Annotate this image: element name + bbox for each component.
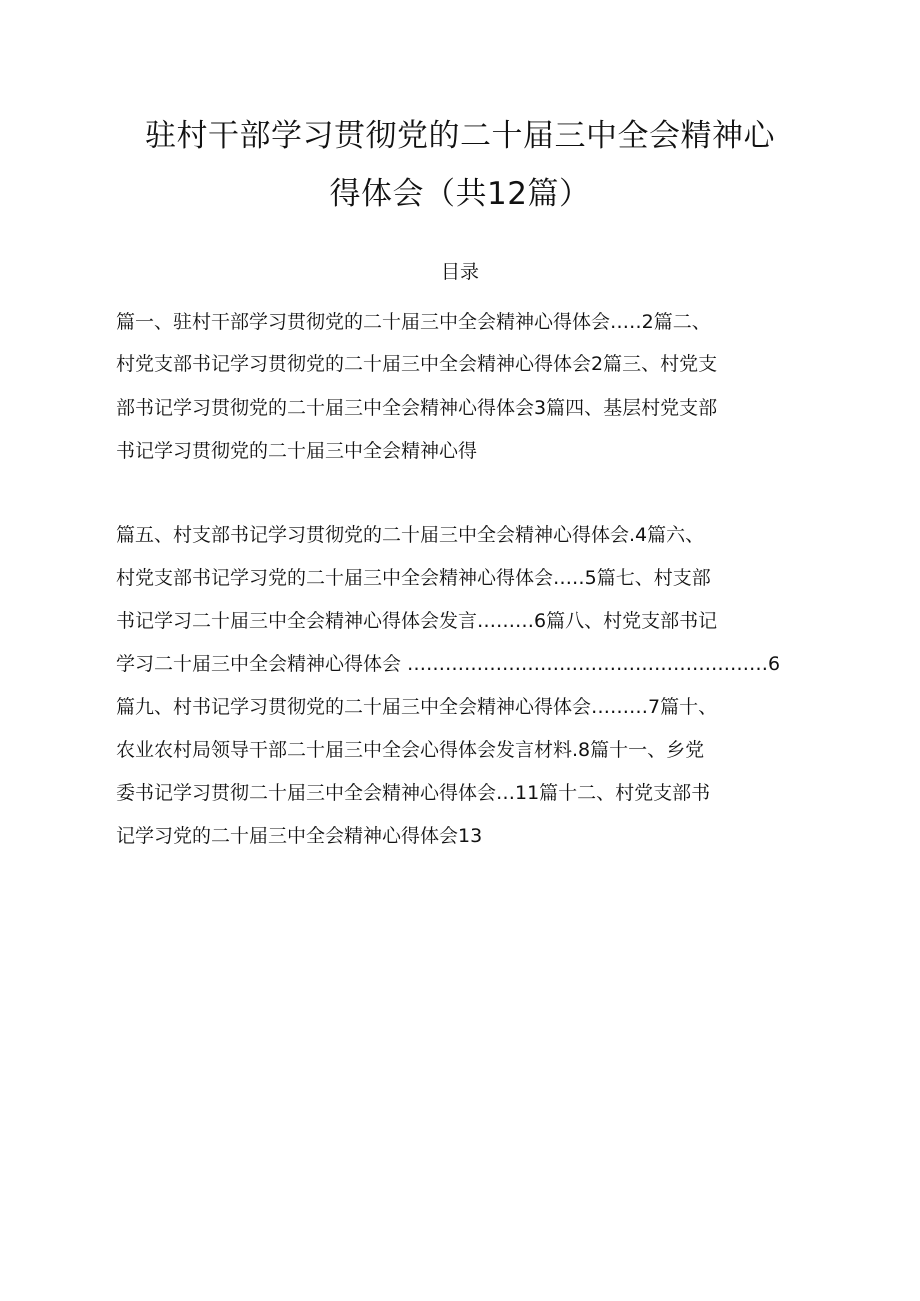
toc-line: 书记学习二十届三中全会精神心得体会发言………6篇八、村党支部书记 xyxy=(116,610,718,632)
toc-line: 村党支部书记学习贯彻党的二十届三中全会精神心得体会2篇三、村党支 xyxy=(116,353,718,375)
toc-heading: 目录 xyxy=(440,261,479,283)
document-title-line-2: 得体会（共12篇） xyxy=(329,176,591,212)
toc-line: 篇五、村支部书记学习贯彻党的二十届三中全会精神心得体会.4篇六、 xyxy=(116,524,705,546)
document-title-line-1: 驻村干部学习贯彻党的二十届三中全会精神心 xyxy=(145,118,775,154)
toc-line: 篇九、村书记学习贯彻党的二十届三中全会精神心得体会………7篇十、 xyxy=(116,696,718,718)
toc-line: 篇一、驻村干部学习贯彻党的二十届三中全会精神心得体会…‥2篇二、 xyxy=(116,311,711,333)
toc-line: 记学习党的二十届三中全会精神心得体会13 xyxy=(116,825,483,847)
toc-line: 学习二十届三中全会精神心得体会 …………………………………………………6 xyxy=(116,653,781,675)
toc-line: 村党支部书记学习党的二十届三中全会精神心得体会‥…5篇七、村支部 xyxy=(116,567,711,589)
toc-line: 部书记学习贯彻党的二十届三中全会精神心得体会3篇四、基层村党支部 xyxy=(116,397,718,419)
toc-line: 农业农村局领导干部二十届三中全会心得体会发言材料.8篇十一、乡党 xyxy=(116,739,705,761)
toc-line: 书记学习贯彻党的二十届三中全会精神心得 xyxy=(116,440,478,462)
toc-line: 委书记学习贯彻二十届三中全会精神心得体会…11篇十二、村党支部书 xyxy=(116,782,711,804)
